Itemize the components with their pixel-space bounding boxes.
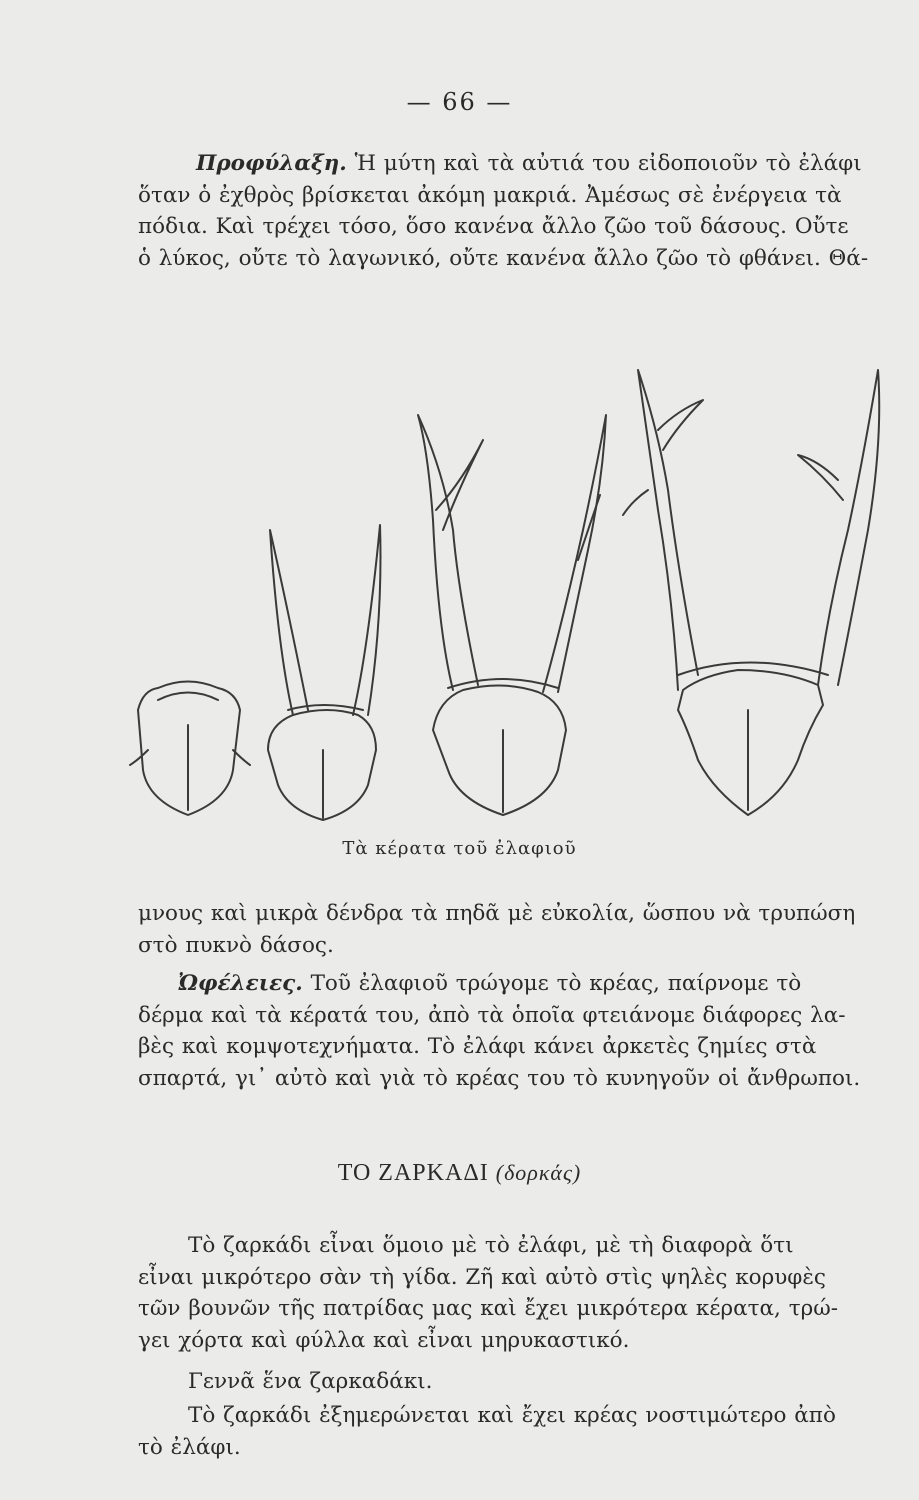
skull-no-antlers xyxy=(130,682,250,816)
skull-forked-antlers xyxy=(418,415,606,815)
section-title xyxy=(0,1160,919,1187)
antlers-drawing xyxy=(118,330,898,830)
text-line: στὸ πυκνὸ δάσος. xyxy=(138,932,334,958)
skull-large-antlers xyxy=(623,370,879,815)
text-line: τῶν βουνῶν τῆς πατρίδας μας καὶ ἔχει μικρότερα κέρατα, τρώ- xyxy=(138,1296,839,1321)
figure-caption: Τὰ κέρατα τοῦ ἐλαφιοῦ xyxy=(342,838,577,859)
paragraph-heading: Ὠφέλειες. xyxy=(178,971,303,996)
text-line: ὁ λύκος, οὔτε τὸ λαγωνικό, οὔτε κανένα ἄλλο ζῶο τὸ φθάνει. Θά- xyxy=(138,245,869,271)
paragraph-continuation xyxy=(138,898,890,961)
text-line: ὅταν ὁ ἐχθρὸς βρίσκεται ἀκόμη μακριά. Ἀμέσως σὲ ἐνέργεια τὰ xyxy=(138,182,842,208)
paragraph-protection xyxy=(138,148,890,274)
paragraph-roe-deer xyxy=(138,1230,890,1356)
section-subtitle: (δορκάς) xyxy=(495,1160,582,1185)
text-line: γει χόρτα καὶ φύλλα καὶ εἶναι μηρυκαστικό. xyxy=(138,1327,630,1353)
antlers-illustration xyxy=(118,330,898,830)
text-line xyxy=(138,148,890,180)
text-line: εἶναι μικρότερο σὰν τὴ γίδα. Ζῆ καὶ αὐτὸ στὶς ψηλὲς κορυφὲς xyxy=(138,1264,826,1290)
text-line: βὲς καὶ κομψοτεχνήματα. Τὸ ἐλάφι κάνει ἀρκετὲς ζημίες στὰ xyxy=(138,1034,817,1059)
paragraph-taming xyxy=(138,1400,890,1463)
text-line: τὸ ἐλάφι. xyxy=(138,1434,241,1460)
text-line xyxy=(138,968,890,1000)
text-line-content: Ἡ μύτη καὶ τὰ αὐτιά του εἰδοποιοῦν τὸ ἐλάφι xyxy=(346,151,862,176)
skull-spike-antlers xyxy=(268,525,381,820)
text-line: δέρμα καὶ τὰ κέρατά του, ἀπὸ τὰ ὁποῖα φτειάνομε διάφορες λα- xyxy=(138,1002,846,1028)
text-line: σπαρτά, γι᾽ αὐτὸ καὶ γιὰ τὸ κρέας του τὸ κυνηγοῦν οἱ ἄνθρωποι. xyxy=(138,1065,861,1091)
text-line: Τὸ ζαρκάδι ἐξημερώνεται καὶ ἔχει κρέας νοστιμώτερο ἀπὸ xyxy=(188,1403,836,1428)
page-number: — 66 — xyxy=(406,88,513,116)
text-line: μνους καὶ μικρὰ δένδρα τὰ πηδᾶ μὲ εὐκολία, ὥσπου νὰ τρυπώση xyxy=(138,901,856,926)
text-line-content: Τοῦ ἐλαφιοῦ τρώγομε τὸ κρέας, παίρνομε τὸ xyxy=(302,971,802,996)
paragraph-birth xyxy=(138,1366,890,1398)
text-line: πόδια. Καὶ τρέχει τόσο, ὅσο κανένα ἄλλο ζῶο τοῦ δάσους. Οὔτε xyxy=(138,214,849,239)
paragraph-benefits xyxy=(138,968,890,1094)
section-title-text: ΤΟ ΖΑΡΚΑΔΙ xyxy=(337,1160,489,1186)
paragraph-heading: Προφύλαξη. xyxy=(196,151,347,176)
text-line: Τὸ ζαρκάδι εἶναι ὅμοιο μὲ τὸ ἐλάφι, μὲ τὴ διαφορὰ ὅτι xyxy=(188,1233,794,1258)
text-line: Γεννᾶ ἕνα ζαρκαδάκι. xyxy=(188,1369,433,1394)
